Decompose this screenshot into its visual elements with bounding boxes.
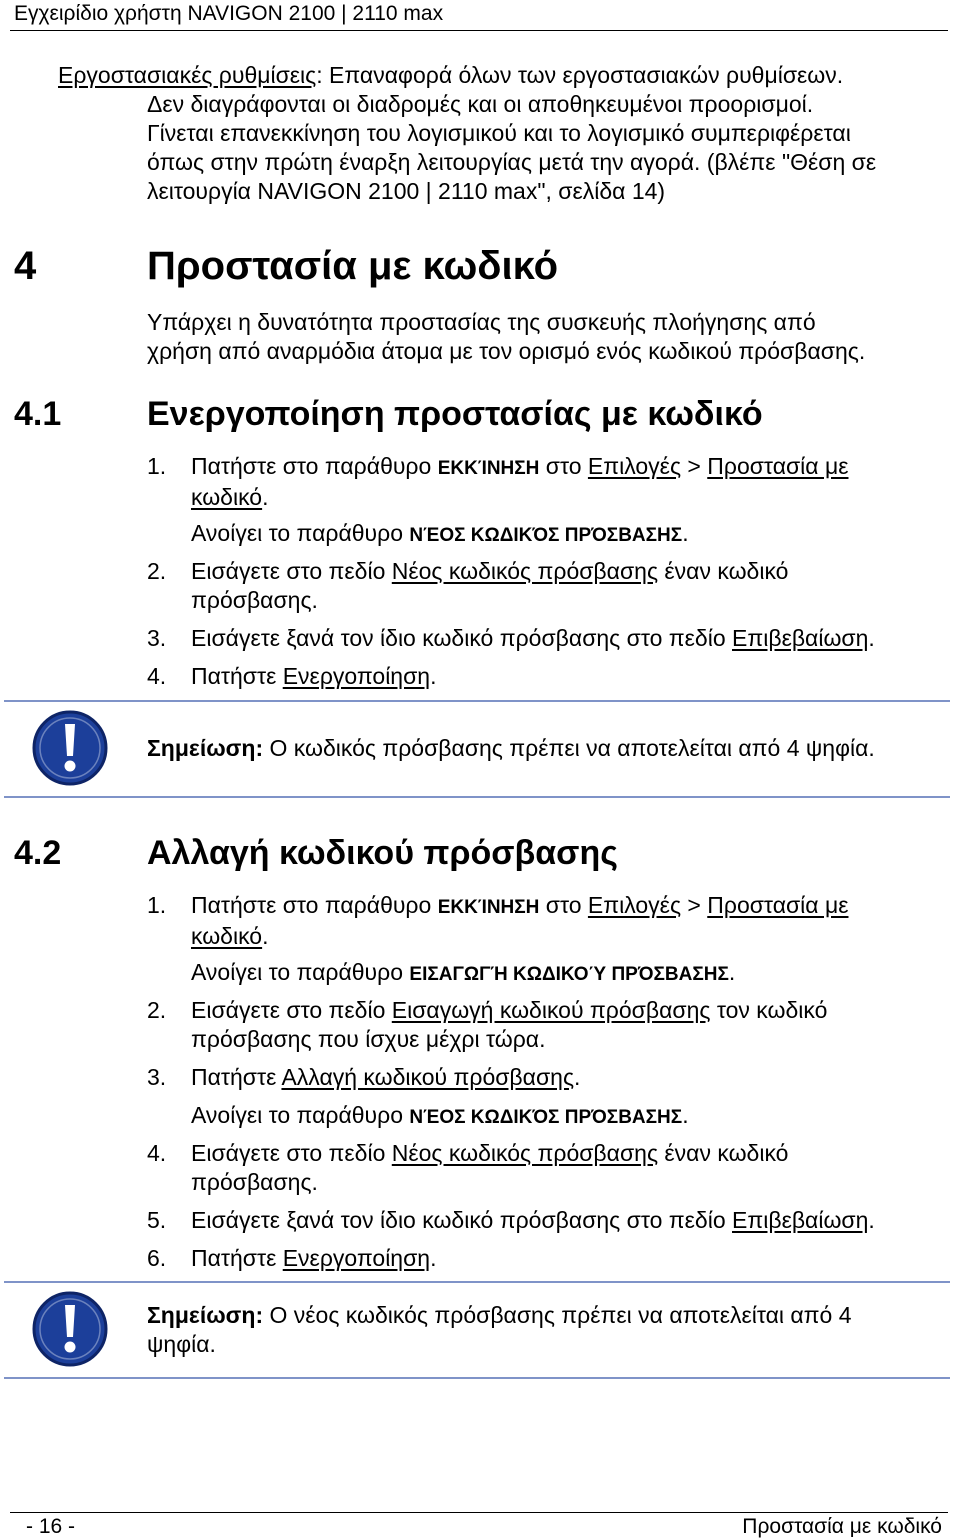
new-password-field-link[interactable]: Νέος κωδικός πρόσβασης	[391, 1140, 659, 1166]
change-password-link[interactable]: Αλλαγή κωδικού πρόσβασης	[281, 1064, 575, 1090]
password-protection-link-cont[interactable]: κωδικό	[191, 484, 263, 510]
header-divider	[10, 30, 948, 31]
options-link[interactable]: Επιλογές	[587, 892, 682, 918]
note-2-text: Σημείωση: Ο νέος κωδικός πρόσβασης πρέπει να αποτελείται από 4 ψηφία.	[147, 1302, 852, 1357]
section-4-2-number: 4.2	[14, 834, 62, 872]
note-label: Σημείωση:	[147, 735, 264, 761]
exclamation-icon	[32, 710, 108, 786]
step-4-1-1: 1. Πατήστε στο παράθυρο ΕΚΚΊΝΗΣΗ στο Επιλογές > Προστασία με κωδικό.	[147, 453, 849, 510]
note-1-bottom-rule	[4, 796, 950, 798]
confirm-field-link[interactable]: Επιβεβαίωση	[732, 1207, 869, 1233]
step-4-1-2: 2. Εισάγετε στο πεδίο Νέος κωδικός πρόσβασης έναν κωδικό πρόσβασης.	[147, 558, 789, 613]
step-4-2-1: 1. Πατήστε στο παράθυρο ΕΚΚΊΝΗΣΗ στο Επιλογές > Προστασία με κωδικό.	[147, 892, 849, 949]
password-protection-link-cont[interactable]: κωδικό	[191, 923, 263, 949]
exclamation-icon	[32, 1291, 108, 1367]
section-4-number: 4	[14, 244, 37, 288]
options-link[interactable]: Επιλογές	[587, 453, 682, 479]
section-4-1-title: Ενεργοποίηση προστασίας με κωδικό	[147, 395, 763, 433]
section-4-title: Προστασία με κωδικό	[147, 244, 559, 288]
step-4-1-4: 4. Πατήστε Ενεργοποίηση.	[147, 663, 437, 689]
step-4-2-6: 6. Πατήστε Ενεργοποίηση.	[147, 1245, 437, 1271]
section-4-2-title: Αλλαγή κωδικού πρόσβασης	[147, 834, 618, 872]
page-header-title: Εγχειρίδιο χρήστη NAVIGON 2100 | 2110 max	[14, 2, 444, 25]
factory-settings-link[interactable]: Εργοστασιακές ρυθμίσεις	[58, 62, 317, 88]
note-1-text: Σημείωση: Ο κωδικός πρόσβασης πρέπει να αποτελείται από 4 ψηφία.	[147, 735, 875, 761]
note-1-top-rule	[4, 700, 950, 702]
intro-line-1: Εργοστασιακές ρυθμίσεις: Επαναφορά όλων των εργοστασιακών ρυθμίσεων.	[58, 62, 844, 88]
page-number: - 16 -	[26, 1515, 76, 1538]
password-protection-link[interactable]: Προστασία με	[707, 892, 849, 918]
intro-line-3: Γίνεται επανεκκίνηση του λογισμικού και το λογισμικό συμπεριφέρεται	[147, 120, 851, 146]
intro-line-2: Δεν διαγράφονται οι διαδρομές και οι αποθηκευμένοι προορισμοί.	[147, 91, 814, 117]
footer-divider	[10, 1512, 948, 1513]
step-4-2-5: 5. Εισάγετε ξανά τον ίδιο κωδικό πρόσβασης στο πεδίο Επιβεβαίωση.	[147, 1207, 875, 1233]
new-password-field-link[interactable]: Νέος κωδικός πρόσβασης	[391, 558, 659, 584]
window-start-name: ΕΚΚΊΝΗΣΗ	[437, 458, 540, 479]
intro-line-5: λειτουργία NAVIGON 2100 | 2110 max", σελίδα 14)	[147, 178, 666, 204]
confirm-field-link[interactable]: Επιβεβαίωση	[732, 625, 869, 651]
intro-paragraph	[58, 61, 843, 90]
section-4-2-heading	[0, 834, 960, 874]
intro-continuation	[147, 90, 876, 206]
step-4-2-4: 4. Εισάγετε στο πεδίο Νέος κωδικός πρόσβασης έναν κωδικό πρόσβασης.	[147, 1140, 789, 1195]
intro-line-4: όπως στην πρώτη έναρξη λειτουργίας μετά την αγορά. (βλέπε "Θέση σε	[147, 149, 877, 175]
step-4-2-3: 3. Πατήστε Αλλαγή κωδικού πρόσβασης.	[147, 1064, 581, 1090]
password-protection-link[interactable]: Προστασία με	[707, 453, 849, 479]
note-2-top-rule	[4, 1281, 950, 1283]
section-4-intro: Υπάρχει η δυνατότητα προστασίας της συσκευής πλοήγησης από χρήση από αναρμόδια άτομα με τον ορισμό ενός κωδικού πρόσβασης.	[147, 309, 866, 364]
step-4-2-2: 2. Εισάγετε στο πεδίο Εισαγωγή κωδικού πρόσβασης τον κωδικό πρόσβασης που ίσχυε μέχρι τώρα.	[147, 997, 828, 1052]
section-4-heading	[0, 244, 960, 292]
section-4-1-heading	[0, 395, 960, 435]
step-4-2-3-result: Ανοίγει το παράθυρο ΝΈΟΣ ΚΩΔΙΚΌΣ ΠΡΌΣΒΑΣΗΣ.	[191, 1102, 689, 1128]
step-4-2-1-result: Ανοίγει το παράθυρο ΕΙΣΑΓΩΓΉ ΚΩΔΙΚΟΎ ΠΡΌΣΒΑΣΗΣ.	[191, 959, 736, 985]
note-label: Σημείωση:	[147, 1302, 264, 1328]
activate-button-link[interactable]: Ενεργοποίηση	[282, 1245, 431, 1271]
step-4-1-3: 3. Εισάγετε ξανά τον ίδιο κωδικό πρόσβασης στο πεδίο Επιβεβαίωση.	[147, 625, 875, 651]
step-4-1-1-result: Ανοίγει το παράθυρο ΝΈΟΣ ΚΩΔΙΚΌΣ ΠΡΌΣΒΑΣΗΣ.	[191, 520, 689, 546]
note-2-bottom-rule	[4, 1377, 950, 1379]
enter-password-field-link[interactable]: Εισαγωγή κωδικού πρόσβασης	[391, 997, 711, 1023]
footer-section-title: Προστασία με κωδικό	[742, 1515, 942, 1538]
activate-button-link[interactable]: Ενεργοποίηση	[282, 663, 431, 689]
section-4-1-number: 4.1	[14, 395, 62, 433]
